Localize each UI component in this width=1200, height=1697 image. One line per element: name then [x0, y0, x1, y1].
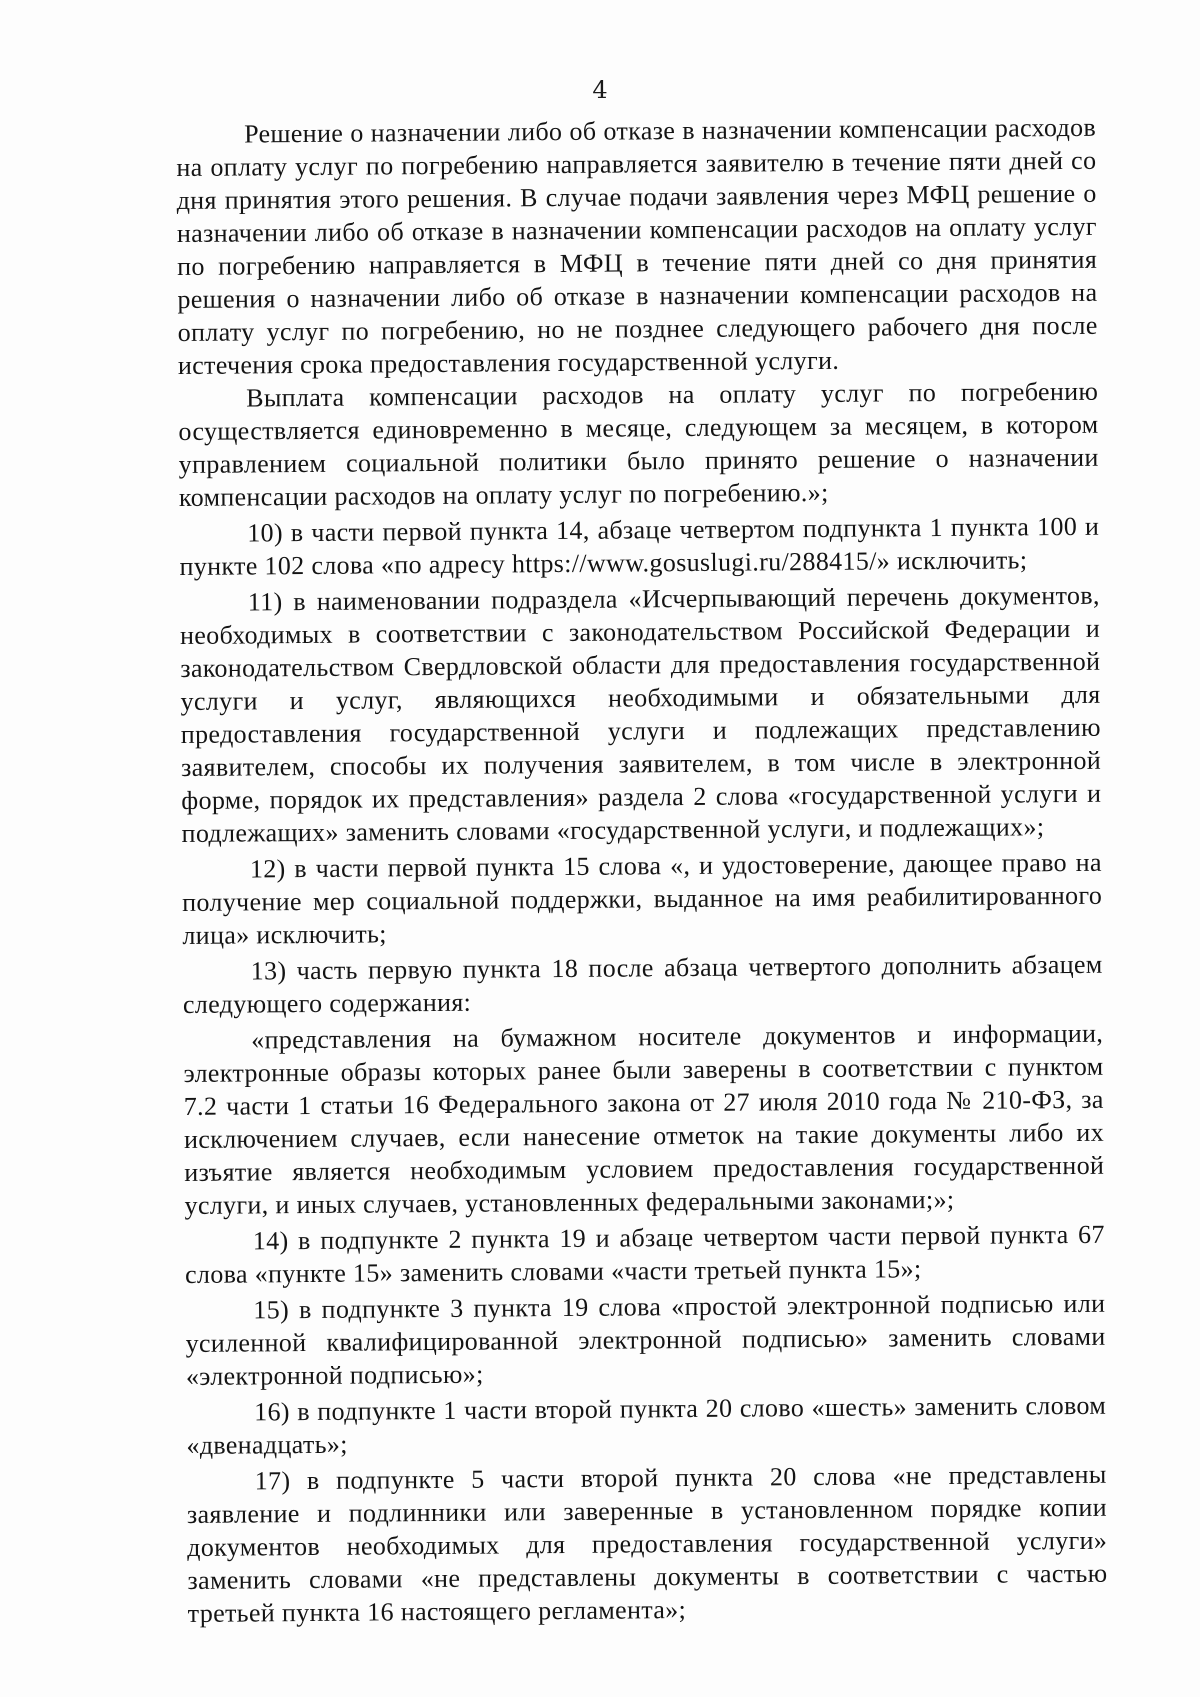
paragraph-payment: Выплата компенсации расходов на оплату услуг по погребению осуществляется единовременно в месяце, следующем за месяцем, в котором управлением социальной политики было принято решение о назначении компенсации расходов на оплату услуг по погребению.»;	[178, 376, 1099, 512]
page-number: 4	[592, 76, 608, 104]
amendment-item-13: 13) часть первую пункта 18 после абзаца четвертого дополнить абзацем следующего содержания:	[182, 949, 1103, 1019]
amendment-quote: «представления на бумажном носителе документов и информации, электронные образы которых ранее были заверены в соответствии с пунктом 7.2 части 1 статьи 16 Федерального закона от 27 июля 2010 года № 210-ФЗ, за исключением случаев, если нанесение отметок на такие документы либо их изъятие является необходимым условием предоставления государственной услуги, и иных случаев, установленных федеральными законами;»;	[183, 1018, 1105, 1220]
amendment-item-17: 17) в подпункте 5 части второй пункта 20 слова «не представлены заявление и подлинники или заверенные в установленном порядке копии документов необходимых для предоставления государственной услуги» заменить словами «не представлены документы в соответствии с частью третьей пункта 16 настоящего регламента»;	[186, 1459, 1108, 1628]
amendment-item-12: 12) в части первой пункта 15 слова «, и удостоверение, дающее право на получение мер социальной поддержки, выданное на имя реабилитированного лица» исключить;	[182, 847, 1103, 950]
amendment-item-11: 11) в наименовании подраздела «Исчерпывающий перечень документов, необходимых в соответствии с законодательством Российской Федерации и законодательством Свердловской области для предоставления государственной услуги и услуг, являющихся необходимыми и обязательными для предоставления государственной услуги и подлежащих представлению заявителем, способы их получения заявителем, в том числе в электронной форме, порядок их представления» раздела 2 слова «государственной услуги и подлежащих» заменить словами «государственной услуги, и подлежащих»;	[179, 580, 1102, 848]
paragraph-decision-notice: Решение о назначении либо об отказе в назначении компенсации расходов на оплату услуг по погребению направляется заявителю в течение пяти дней со дня принятия этого решения. В случае подачи заявления через МФЦ решение о назначении либо об отказе в назначении компенсации расходов на оплату услуг по погребению направляется в МФЦ в течение пяти дней со дня принятия решения о назначении либо об отказе в назначении компенсации расходов на оплату услуг по погребению, но не позднее следующего рабочего дня после истечения срока предоставления государственной услуги.	[176, 112, 1098, 380]
amendment-item-15: 15) в подпункте 3 пункта 19 слова «простой электронной подписью или усиленной квалифицированной электронной подписью» заменить словами «электронной подписью»;	[185, 1288, 1106, 1391]
amendment-item-14: 14) в подпункте 2 пункта 19 и абзаце четвертом части первой пункта 67 слова «пункте 15» заменить словами «части третьей пункта 15»;	[184, 1219, 1105, 1289]
amendment-item-10: 10) в части первой пункта 14, абзаце четвертом подпункта 1 пункта 100 и пункте 102 слова «по адресу https://www.gosuslugi.ru/288415/» исключить;	[179, 511, 1100, 581]
amendment-item-16: 16) в подпункте 1 части второй пункта 20 слово «шесть» заменить словом «двенадцать»;	[186, 1390, 1107, 1460]
document-body	[176, 111, 1108, 1630]
